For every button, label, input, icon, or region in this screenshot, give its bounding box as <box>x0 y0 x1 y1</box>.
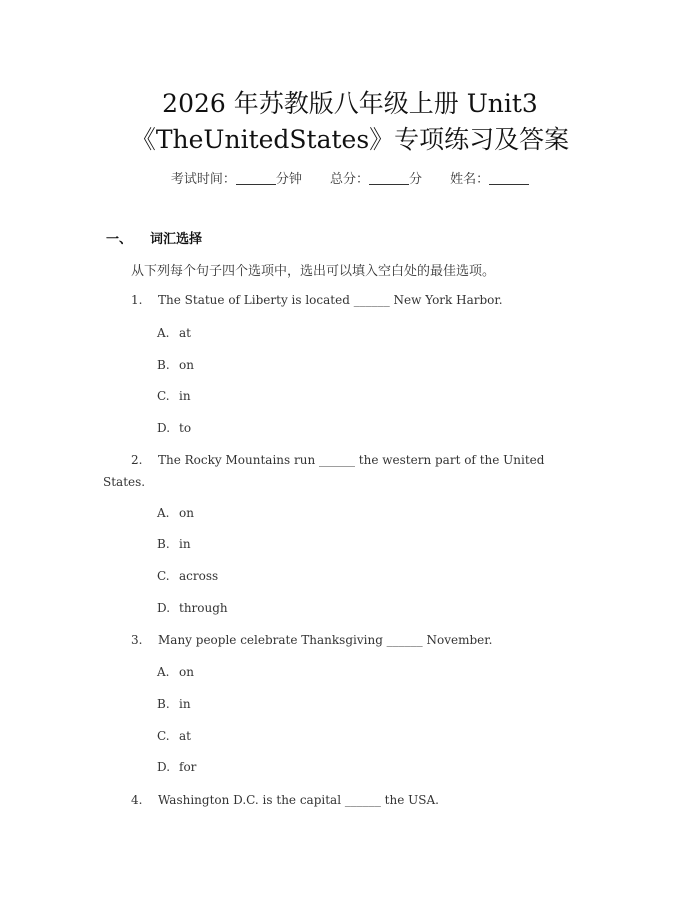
option-text: across <box>179 569 219 583</box>
exam-time-unit: 分钟 <box>275 172 302 187</box>
question-1-option-d <box>157 421 191 435</box>
document-title-line-2: 《TheUnitedStates》专项练习及答案 <box>130 125 570 154</box>
question-text: Washington D.C. is the capital ______ the USA. <box>158 793 439 807</box>
question-3 <box>131 633 591 647</box>
option-text: in <box>179 697 191 711</box>
question-3-option-d <box>157 760 196 774</box>
option-text: in <box>179 537 191 551</box>
option-letter: A. <box>157 506 170 520</box>
question-2-option-d <box>157 601 228 615</box>
exam-info <box>0 168 700 187</box>
question-text: The Statue of Liberty is located ______ New York Harbor. <box>158 293 503 307</box>
exam-time <box>171 172 302 187</box>
option-letter: B. <box>157 537 170 551</box>
question-2-option-a <box>157 506 194 520</box>
question-text: The Rocky Mountains run ______ the western part of the United <box>158 453 545 467</box>
section-number: 一、 <box>106 232 133 247</box>
option-letter: D. <box>157 421 171 435</box>
option-letter: A. <box>157 326 170 340</box>
student-name <box>450 172 529 187</box>
question-2-text-continued: States. <box>103 475 146 489</box>
total-score-unit: 分 <box>409 172 423 187</box>
total-score-label: 总分： <box>329 172 369 187</box>
total-score-blank <box>369 183 409 185</box>
section-instruction: 从下列每个句子四个选项中，选出可以填入空白处的最佳选项。 <box>131 264 496 279</box>
option-text: on <box>179 665 194 679</box>
exam-time-label: 考试时间： <box>170 172 236 187</box>
option-letter: C. <box>157 729 170 743</box>
total-score <box>330 172 422 187</box>
question-2 <box>131 453 591 467</box>
question-number: 2. <box>131 453 143 467</box>
option-letter: B. <box>157 697 170 711</box>
question-1 <box>131 293 591 307</box>
question-text: Many people celebrate Thanksgiving ______ November. <box>158 633 493 647</box>
option-text: at <box>179 729 191 743</box>
option-text: on <box>179 358 194 372</box>
question-1-option-b <box>157 358 194 372</box>
option-text: to <box>179 421 192 435</box>
option-letter: B. <box>157 358 170 372</box>
student-name-blank <box>489 183 529 185</box>
option-letter: C. <box>157 569 170 583</box>
document-title-line-1: 2026 年苏教版八年级上册 Unit3 <box>162 89 538 118</box>
question-2-option-b <box>157 537 191 551</box>
section-heading <box>106 228 202 247</box>
option-text: through <box>179 601 228 615</box>
question-3-option-c <box>157 729 191 743</box>
question-2-option-c <box>157 569 218 583</box>
student-name-label: 姓名： <box>450 172 490 187</box>
option-text: at <box>179 326 191 340</box>
option-letter: A. <box>157 665 170 679</box>
question-1-option-c <box>157 389 191 403</box>
question-number: 3. <box>131 633 143 647</box>
question-3-option-b <box>157 697 191 711</box>
option-letter: D. <box>157 760 171 774</box>
question-number: 4. <box>131 793 143 807</box>
option-text: on <box>179 506 194 520</box>
question-4 <box>131 793 591 807</box>
question-number: 1. <box>131 293 143 307</box>
question-1-option-a <box>157 326 191 340</box>
exam-time-blank <box>236 183 276 185</box>
section-title: 词汇选择 <box>150 232 203 247</box>
question-3-option-a <box>157 665 194 679</box>
option-text: in <box>179 389 191 403</box>
option-letter: D. <box>157 601 171 615</box>
option-letter: C. <box>157 389 170 403</box>
option-text: for <box>179 760 197 774</box>
